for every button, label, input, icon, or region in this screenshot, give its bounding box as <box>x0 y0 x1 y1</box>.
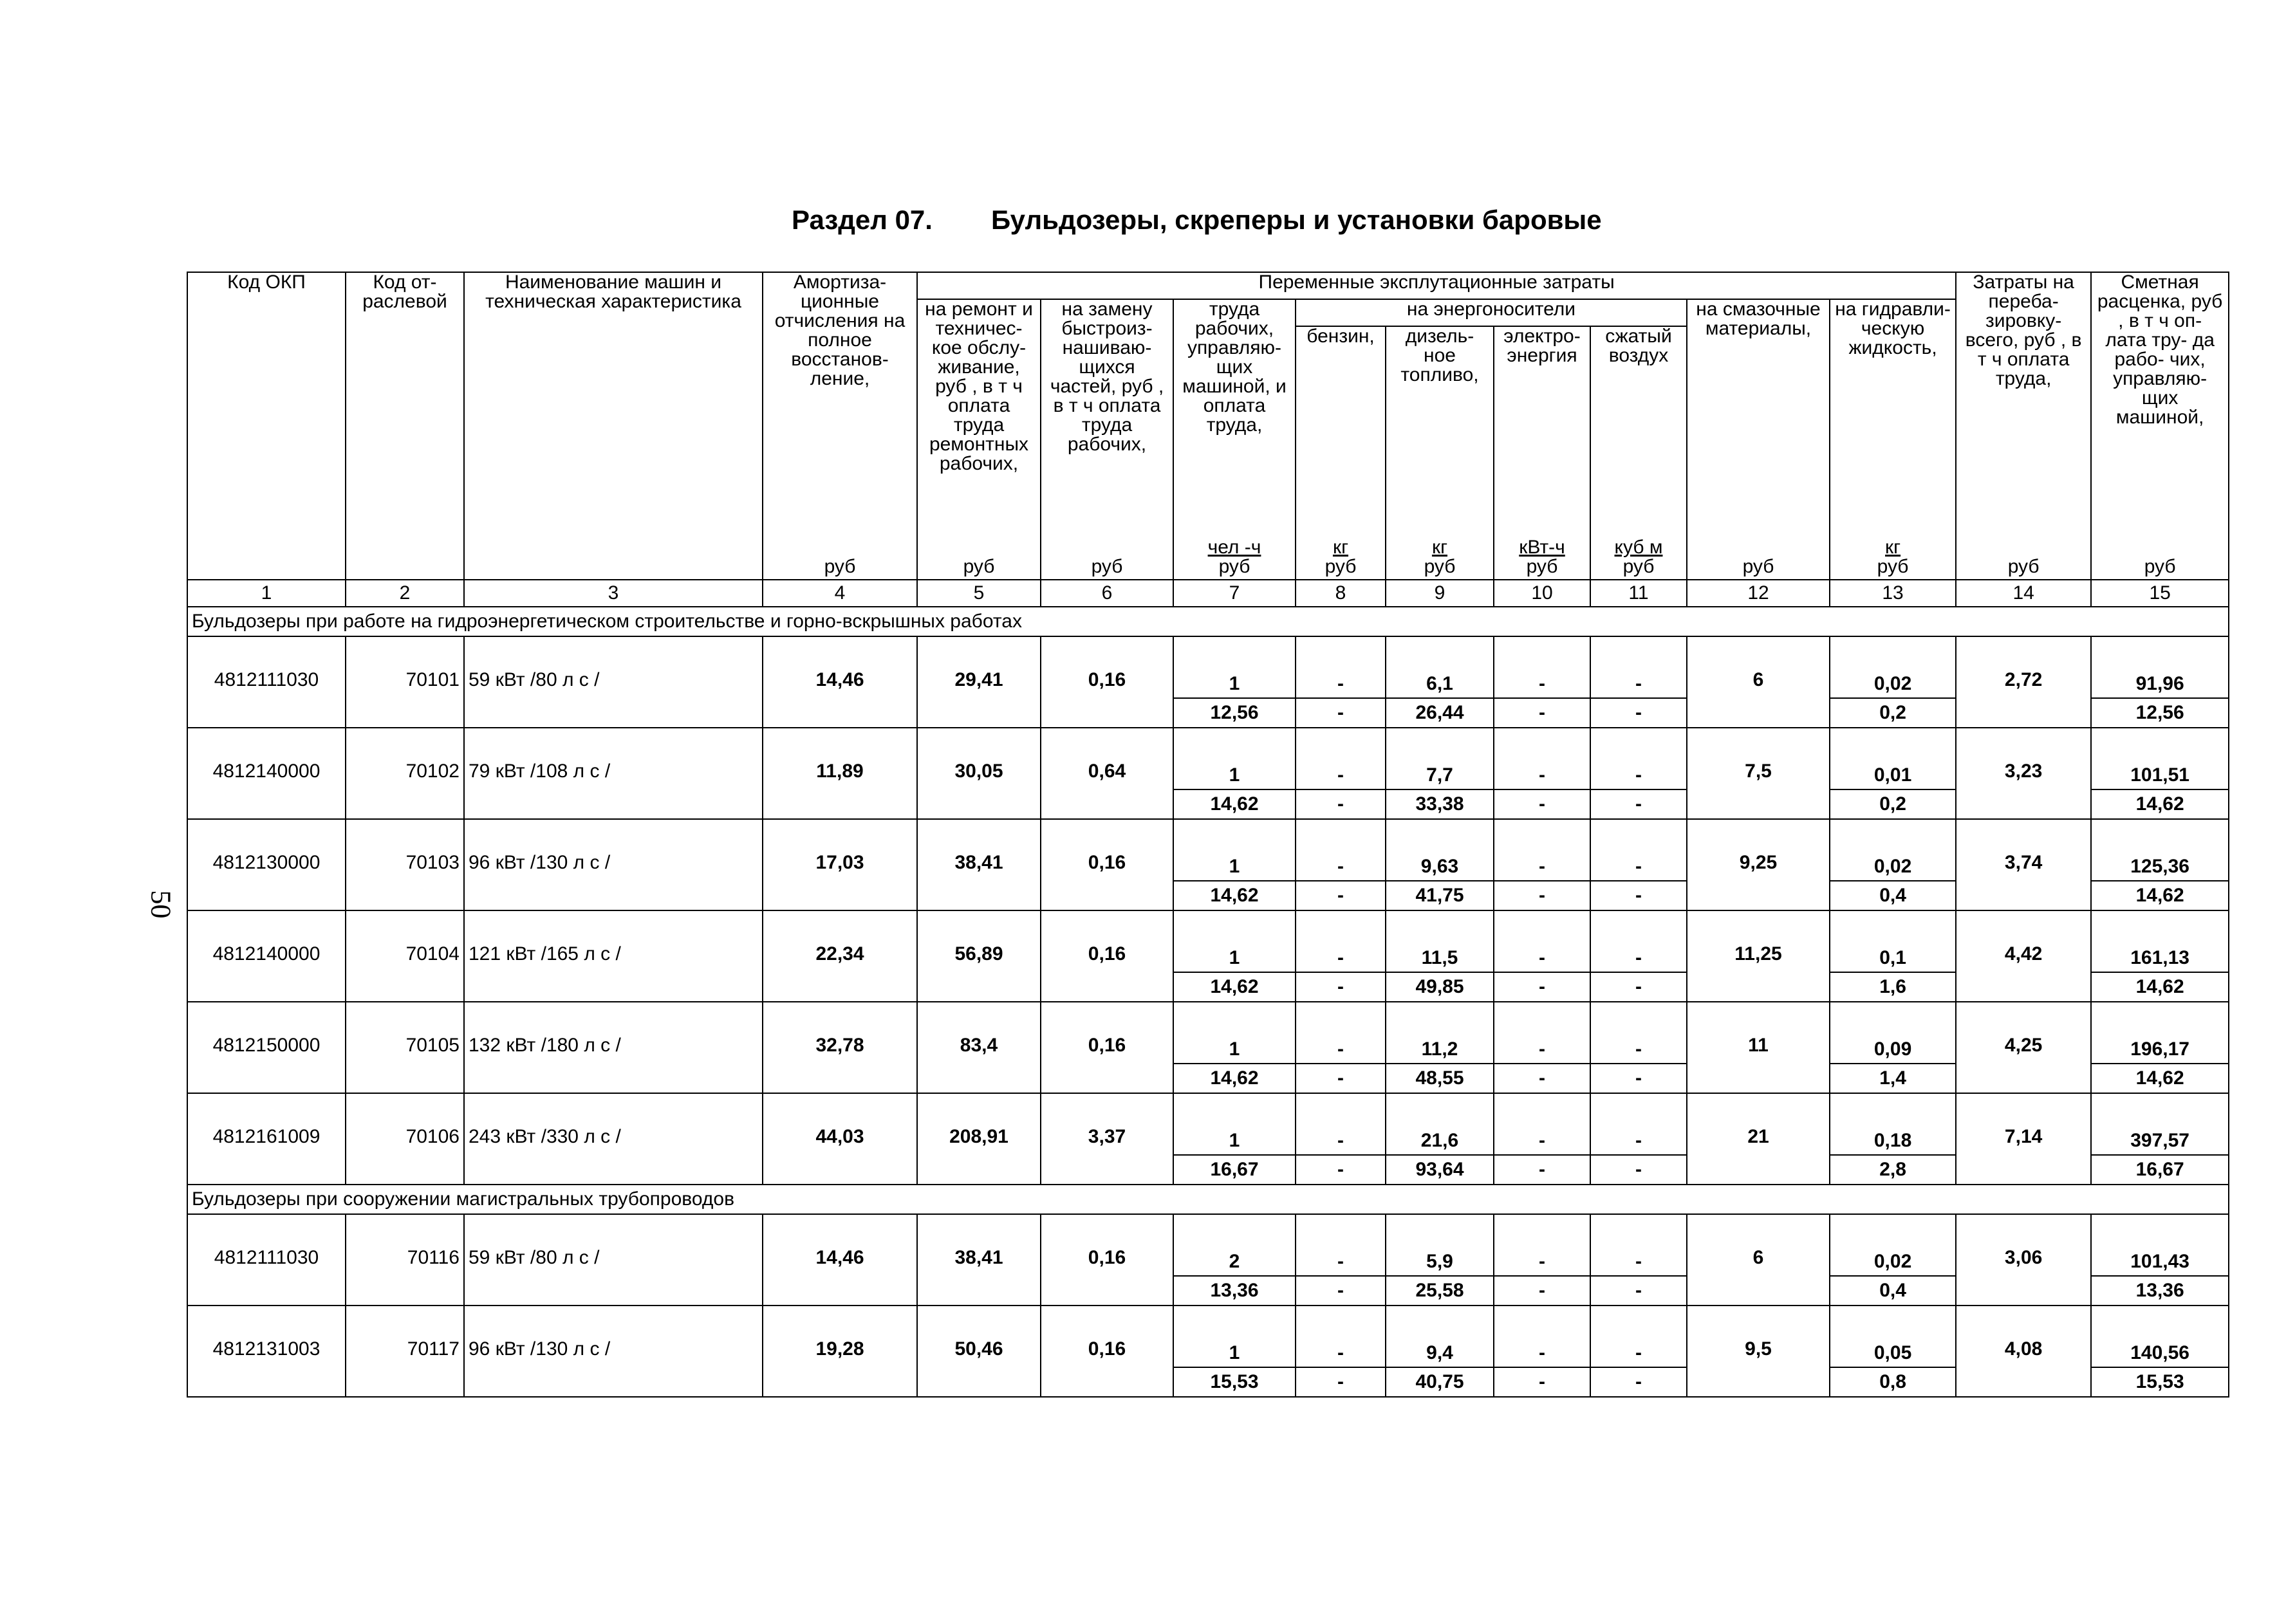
table-row <box>187 1214 2229 1276</box>
cell-trud-hours: 1 <box>1173 819 1296 881</box>
cell-smet: 125,36 <box>2091 819 2229 881</box>
table-row <box>187 1306 2229 1367</box>
cell-gidr-kg: 0,02 <box>1830 1214 1956 1276</box>
cell-gidr-kg: 0,01 <box>1830 728 1956 789</box>
cell-zamena: 0,16 <box>1041 1002 1173 1093</box>
cell-elektro-kwh: - <box>1494 819 1590 881</box>
cell-amort: 22,34 <box>763 910 917 1002</box>
cell-amort: 44,03 <box>763 1093 917 1185</box>
cell-gidr-kg: 0,02 <box>1830 819 1956 881</box>
cell-gidr-rub: 0,8 <box>1830 1367 1956 1397</box>
header-pereb: Затраты на переба- зировку- всего, руб , в т ч оплата труда, руб <box>1956 272 2091 580</box>
section-number: Раздел 07. <box>792 205 933 235</box>
header-dizel: дизель- ное топливо, кг руб <box>1386 326 1494 580</box>
cell-gidr-rub: 0,2 <box>1830 698 1956 728</box>
header-smet: Сметная расценка, руб , в т ч оп- лата тру- да рабо- чих, управляю- щих машиной, руб <box>2091 272 2229 580</box>
cell-elektro-kwh: - <box>1494 910 1590 972</box>
cell-vozduh-rub: - <box>1590 789 1687 819</box>
header-energo: на энергоносители <box>1296 299 1687 326</box>
cell-gidr-kg: 0,05 <box>1830 1306 1956 1367</box>
table-row <box>187 728 2229 789</box>
cell-okp: 4812131003 <box>187 1306 346 1397</box>
cell-otr: 70117 <box>346 1306 464 1397</box>
cell-name: 96 кВт /130 л с / <box>464 1306 763 1397</box>
cell-gidr-rub: 0,4 <box>1830 881 1956 910</box>
cell-name: 243 кВт /330 л с / <box>464 1093 763 1185</box>
cell-elektro-rub: - <box>1494 1367 1590 1397</box>
cell-trud-hours: 2 <box>1173 1214 1296 1276</box>
cell-name: 59 кВт /80 л с / <box>464 636 763 728</box>
group-header-row <box>187 1185 2229 1214</box>
cell-elektro-rub: - <box>1494 1155 1590 1185</box>
cell-gidr-kg: 0,1 <box>1830 910 1956 972</box>
cell-smet: 196,17 <box>2091 1002 2229 1064</box>
cell-benzin-kg: - <box>1296 636 1386 698</box>
cell-zamena: 0,16 <box>1041 636 1173 728</box>
section-title <box>792 205 1654 235</box>
cell-zamena: 3,37 <box>1041 1093 1173 1185</box>
cell-dizel-kg: 7,7 <box>1386 728 1494 789</box>
cell-elektro-rub: - <box>1494 789 1590 819</box>
col-number: 12 <box>1687 580 1830 607</box>
cell-dizel-rub: 26,44 <box>1386 698 1494 728</box>
cell-remont: 83,4 <box>917 1002 1041 1093</box>
header-benzin: бензин, кг руб <box>1296 326 1386 580</box>
cell-okp: 4812161009 <box>187 1093 346 1185</box>
cell-smet-labor: 14,62 <box>2091 972 2229 1002</box>
cell-benzin-rub: - <box>1296 1276 1386 1306</box>
cell-vozduh-rub: - <box>1590 1367 1687 1397</box>
cell-dizel-kg: 21,6 <box>1386 1093 1494 1155</box>
cell-zamena: 0,16 <box>1041 1306 1173 1397</box>
cell-okp: 4812111030 <box>187 636 346 728</box>
header-kod-otraslevoy: Код от- раслевой <box>346 272 464 580</box>
header-remont: на ремонт и техничес- кое обслу- живание, руб , в т ч оплата труда ремонтных рабочих, руб <box>917 299 1041 580</box>
cell-remont: 208,91 <box>917 1093 1041 1185</box>
cell-dizel-rub: 49,85 <box>1386 972 1494 1002</box>
cell-dizel-kg: 9,63 <box>1386 819 1494 881</box>
col-number: 3 <box>464 580 763 607</box>
cell-smet: 101,43 <box>2091 1214 2229 1276</box>
group-header-row <box>187 607 2229 636</box>
cell-dizel-rub: 25,58 <box>1386 1276 1494 1306</box>
cell-trud-rub: 14,62 <box>1173 881 1296 910</box>
cell-trud-rub: 14,62 <box>1173 1064 1296 1093</box>
col-number: 1 <box>187 580 346 607</box>
cell-vozduh-m3: - <box>1590 1306 1687 1367</box>
cell-remont: 38,41 <box>917 1214 1041 1306</box>
cell-gidr-rub: 0,4 <box>1830 1276 1956 1306</box>
cell-trud-hours: 1 <box>1173 1306 1296 1367</box>
cell-amort: 11,89 <box>763 728 917 819</box>
cell-smaz: 7,5 <box>1687 728 1830 819</box>
cell-remont: 50,46 <box>917 1306 1041 1397</box>
table-row <box>187 819 2229 881</box>
cell-dizel-kg: 6,1 <box>1386 636 1494 698</box>
cell-elektro-kwh: - <box>1494 1093 1590 1155</box>
cell-otr: 70103 <box>346 819 464 910</box>
cell-smet-labor: 14,62 <box>2091 789 2229 819</box>
cell-gidr-kg: 0,02 <box>1830 636 1956 698</box>
cell-gidr-rub: 1,6 <box>1830 972 1956 1002</box>
cell-dizel-kg: 11,2 <box>1386 1002 1494 1064</box>
section-name: Бульдозеры, скреперы и установки баровые <box>991 205 1602 235</box>
cell-remont: 56,89 <box>917 910 1041 1002</box>
cell-trud-hours: 1 <box>1173 910 1296 972</box>
cell-remont: 30,05 <box>917 728 1041 819</box>
cell-amort: 17,03 <box>763 819 917 910</box>
table-row <box>187 910 2229 972</box>
cell-benzin-rub: - <box>1296 698 1386 728</box>
cell-smaz: 21 <box>1687 1093 1830 1185</box>
cell-okp: 4812140000 <box>187 910 346 1002</box>
col-number: 14 <box>1956 580 2091 607</box>
cell-trud-rub: 14,62 <box>1173 972 1296 1002</box>
cell-dizel-kg: 11,5 <box>1386 910 1494 972</box>
cell-name: 96 кВт /130 л с / <box>464 819 763 910</box>
cell-elektro-rub: - <box>1494 881 1590 910</box>
col-number: 7 <box>1173 580 1296 607</box>
cell-vozduh-m3: - <box>1590 1002 1687 1064</box>
cell-vozduh-m3: - <box>1590 1214 1687 1276</box>
cell-okp: 4812130000 <box>187 819 346 910</box>
cell-dizel-rub: 41,75 <box>1386 881 1494 910</box>
cell-gidr-kg: 0,09 <box>1830 1002 1956 1064</box>
col-number: 11 <box>1590 580 1687 607</box>
cell-dizel-rub: 93,64 <box>1386 1155 1494 1185</box>
cell-smet-labor: 15,53 <box>2091 1367 2229 1397</box>
cell-otr: 70102 <box>346 728 464 819</box>
cell-smet: 140,56 <box>2091 1306 2229 1367</box>
cell-elektro-kwh: - <box>1494 1002 1590 1064</box>
col-number: 8 <box>1296 580 1386 607</box>
cell-smet-labor: 16,67 <box>2091 1155 2229 1185</box>
header-trud: труда рабочих, управляю- щих машиной, и оплата труда, чел -ч руб <box>1173 299 1296 580</box>
cell-pereb: 4,42 <box>1956 910 2091 1002</box>
cell-trud-rub: 12,56 <box>1173 698 1296 728</box>
cell-amort: 14,46 <box>763 636 917 728</box>
cell-gidr-rub: 0,2 <box>1830 789 1956 819</box>
cell-smet-labor: 14,62 <box>2091 881 2229 910</box>
cell-trud-hours: 1 <box>1173 1002 1296 1064</box>
cell-elektro-rub: - <box>1494 1276 1590 1306</box>
cell-name: 132 кВт /180 л с / <box>464 1002 763 1093</box>
group-title: Бульдозеры при сооружении магистральных трубопроводов <box>187 1185 2229 1214</box>
cell-smet-labor: 14,62 <box>2091 1064 2229 1093</box>
cell-vozduh-m3: - <box>1590 1093 1687 1155</box>
cell-elektro-kwh: - <box>1494 1306 1590 1367</box>
cell-pereb: 3,74 <box>1956 819 2091 910</box>
cell-gidr-rub: 2,8 <box>1830 1155 1956 1185</box>
col-number: 13 <box>1830 580 1956 607</box>
cell-smaz: 11,25 <box>1687 910 1830 1002</box>
cell-pereb: 4,25 <box>1956 1002 2091 1093</box>
cell-smaz: 6 <box>1687 1214 1830 1306</box>
col-number: 15 <box>2091 580 2229 607</box>
cell-remont: 29,41 <box>917 636 1041 728</box>
group-title: Бульдозеры при работе на гидроэнергетическом строительстве и горно-вскрышных работах <box>187 607 2229 636</box>
cell-amort: 32,78 <box>763 1002 917 1093</box>
col-number: 5 <box>917 580 1041 607</box>
cell-dizel-kg: 5,9 <box>1386 1214 1494 1276</box>
header-row-1 <box>187 272 2229 299</box>
cell-benzin-rub: - <box>1296 972 1386 1002</box>
cell-vozduh-m3: - <box>1590 819 1687 881</box>
cell-benzin-kg: - <box>1296 1002 1386 1064</box>
cell-otr: 70116 <box>346 1214 464 1306</box>
cell-vozduh-rub: - <box>1590 881 1687 910</box>
cell-trud-rub: 16,67 <box>1173 1155 1296 1185</box>
cell-name: 59 кВт /80 л с / <box>464 1214 763 1306</box>
cell-vozduh-rub: - <box>1590 1155 1687 1185</box>
cell-smaz: 11 <box>1687 1002 1830 1093</box>
cell-pereb: 3,23 <box>1956 728 2091 819</box>
cell-vozduh-rub: - <box>1590 972 1687 1002</box>
cell-otr: 70104 <box>346 910 464 1002</box>
cell-trud-hours: 1 <box>1173 728 1296 789</box>
cell-benzin-rub: - <box>1296 1367 1386 1397</box>
cell-benzin-rub: - <box>1296 1064 1386 1093</box>
cell-smet: 161,13 <box>2091 910 2229 972</box>
header-vozduh: сжатый воздух куб м руб <box>1590 326 1687 580</box>
cell-otr: 70101 <box>346 636 464 728</box>
cell-vozduh-rub: - <box>1590 698 1687 728</box>
header-amort: Амортиза- ционные отчисления на полное восстанов- ление, руб <box>763 272 917 580</box>
cell-zamena: 0,64 <box>1041 728 1173 819</box>
cell-zamena: 0,16 <box>1041 819 1173 910</box>
cell-smet: 397,57 <box>2091 1093 2229 1155</box>
cell-trud-rub: 14,62 <box>1173 789 1296 819</box>
cell-remont: 38,41 <box>917 819 1041 910</box>
cell-elektro-rub: - <box>1494 698 1590 728</box>
cell-dizel-rub: 48,55 <box>1386 1064 1494 1093</box>
cell-benzin-kg: - <box>1296 1093 1386 1155</box>
cell-otr: 70106 <box>346 1093 464 1185</box>
cell-benzin-rub: - <box>1296 1155 1386 1185</box>
header-zamena: на замену быстроиз- нашиваю- щихся частей, руб , в т ч оплата труда рабочих, руб <box>1041 299 1173 580</box>
header-elektro: электро- энергия кВт-ч руб <box>1494 326 1590 580</box>
cell-smet: 91,96 <box>2091 636 2229 698</box>
cell-vozduh-rub: - <box>1590 1064 1687 1093</box>
cell-pereb: 7,14 <box>1956 1093 2091 1185</box>
cell-elektro-kwh: - <box>1494 728 1590 789</box>
cell-okp: 4812150000 <box>187 1002 346 1093</box>
cell-elektro-rub: - <box>1494 1064 1590 1093</box>
cell-benzin-rub: - <box>1296 881 1386 910</box>
col-number: 2 <box>346 580 464 607</box>
cell-elektro-kwh: - <box>1494 636 1590 698</box>
cell-trud-rub: 13,36 <box>1173 1276 1296 1306</box>
cell-benzin-kg: - <box>1296 910 1386 972</box>
cell-benzin-kg: - <box>1296 1214 1386 1276</box>
cell-benzin-kg: - <box>1296 1306 1386 1367</box>
cell-benzin-kg: - <box>1296 819 1386 881</box>
cell-gidr-kg: 0,18 <box>1830 1093 1956 1155</box>
cell-name: 121 кВт /165 л с / <box>464 910 763 1002</box>
cell-trud-rub: 15,53 <box>1173 1367 1296 1397</box>
table-row <box>187 1093 2229 1155</box>
cell-pereb: 2,72 <box>1956 636 2091 728</box>
col-number: 6 <box>1041 580 1173 607</box>
cell-benzin-kg: - <box>1296 728 1386 789</box>
cell-smet-labor: 12,56 <box>2091 698 2229 728</box>
cell-gidr-rub: 1,4 <box>1830 1064 1956 1093</box>
header-smaz: на смазочные материалы, руб <box>1687 299 1830 580</box>
cell-vozduh-m3: - <box>1590 636 1687 698</box>
cell-amort: 14,46 <box>763 1214 917 1306</box>
cell-benzin-rub: - <box>1296 789 1386 819</box>
cell-dizel-rub: 33,38 <box>1386 789 1494 819</box>
col-number: 9 <box>1386 580 1494 607</box>
cell-dizel-rub: 40,75 <box>1386 1367 1494 1397</box>
column-number-row <box>187 580 2229 607</box>
rates-table <box>187 272 2229 1398</box>
cell-pereb: 4,08 <box>1956 1306 2091 1397</box>
cell-vozduh-m3: - <box>1590 910 1687 972</box>
header-kod-okp: Код ОКП <box>187 272 346 580</box>
cell-zamena: 0,16 <box>1041 910 1173 1002</box>
cell-otr: 70105 <box>346 1002 464 1093</box>
cell-dizel-kg: 9,4 <box>1386 1306 1494 1367</box>
header-name: Наименование машин и техническая характеристика <box>464 272 763 580</box>
col-number: 4 <box>763 580 917 607</box>
header-gidr: на гидравли- ческую жидкость, кг руб <box>1830 299 1956 580</box>
cell-elektro-rub: - <box>1494 972 1590 1002</box>
col-number: 10 <box>1494 580 1590 607</box>
header-var-costs: Переменные эксплутационные затраты <box>917 272 1956 299</box>
table-row <box>187 636 2229 698</box>
cell-name: 79 кВт /108 л с / <box>464 728 763 819</box>
cell-trud-hours: 1 <box>1173 636 1296 698</box>
cell-okp: 4812111030 <box>187 1214 346 1306</box>
cell-smet: 101,51 <box>2091 728 2229 789</box>
cell-smaz: 6 <box>1687 636 1830 728</box>
cell-amort: 19,28 <box>763 1306 917 1397</box>
cell-smet-labor: 13,36 <box>2091 1276 2229 1306</box>
cell-elektro-kwh: - <box>1494 1214 1590 1276</box>
cell-okp: 4812140000 <box>187 728 346 819</box>
cell-vozduh-m3: - <box>1590 728 1687 789</box>
cell-vozduh-rub: - <box>1590 1276 1687 1306</box>
cell-pereb: 3,06 <box>1956 1214 2091 1306</box>
page-number: 50 <box>145 890 177 919</box>
cell-smaz: 9,25 <box>1687 819 1830 910</box>
cell-smaz: 9,5 <box>1687 1306 1830 1397</box>
cell-trud-hours: 1 <box>1173 1093 1296 1155</box>
table-row <box>187 1002 2229 1064</box>
cell-zamena: 0,16 <box>1041 1214 1173 1306</box>
